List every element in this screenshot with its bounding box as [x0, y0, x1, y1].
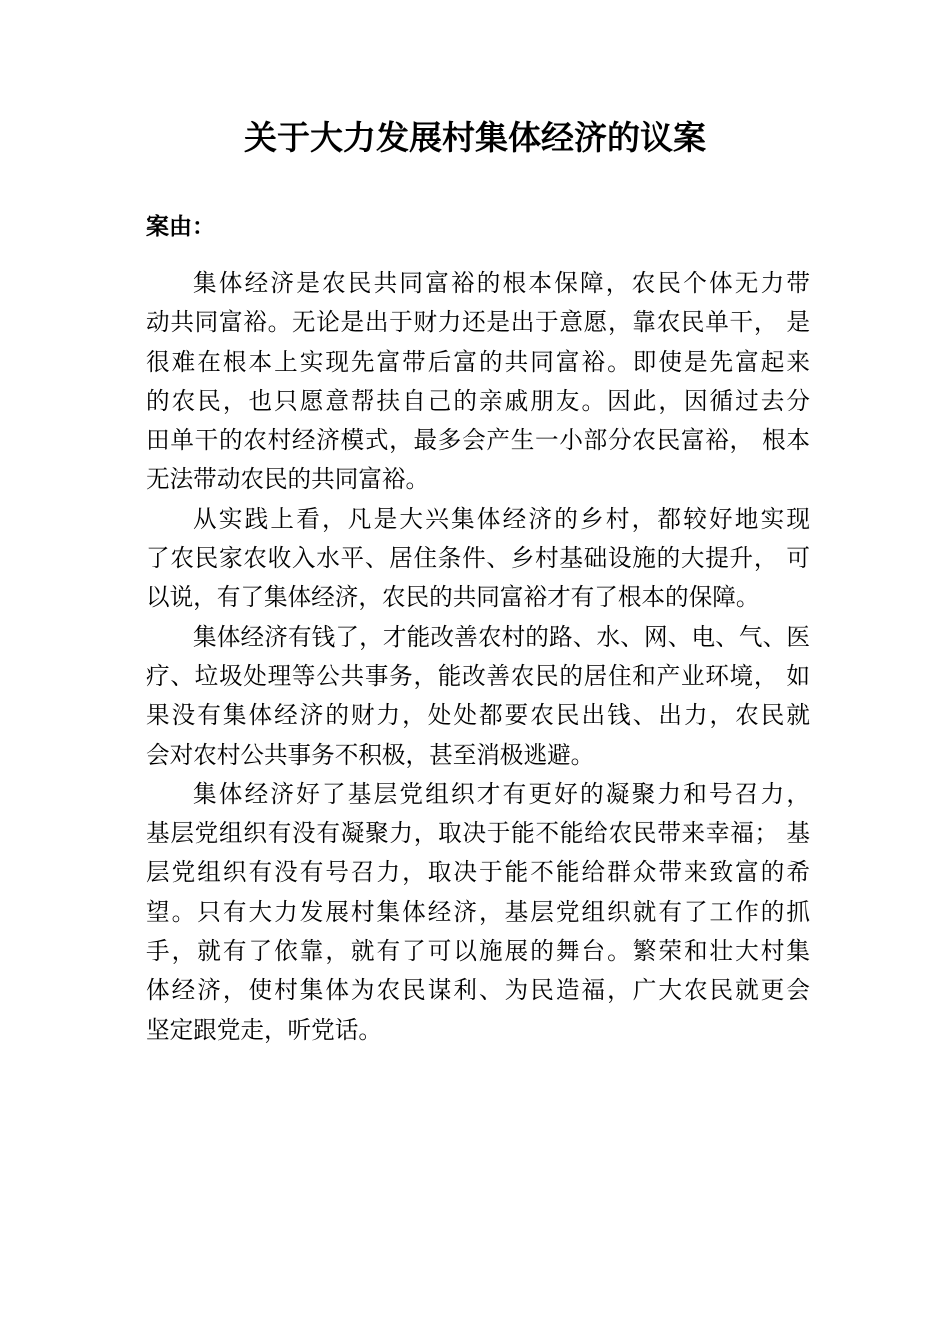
- paragraph-1-line: 的农民，也只愿意帮扶自己的亲戚朋友。因此，因循过去分: [146, 386, 810, 415]
- paragraph-4-line: 基层党组织有没有凝聚力，取决于能不能给农民带来幸福； 基: [146, 819, 810, 848]
- paragraph-1-line: 很难在根本上实现先富带后富的共同富裕。即使是先富起来: [146, 347, 810, 376]
- paragraph-1-line: 动共同富裕。无论是出于财力还是出于意愿，靠农民单干， 是: [146, 308, 810, 337]
- paragraph-2-line: 以说，有了集体经济，农民的共同富裕才有了根本的保障。: [146, 583, 760, 612]
- paragraph-1-line: 集体经济是农民共同富裕的根本保障，农民个体无力带: [193, 269, 810, 297]
- paragraph-3-line: 会对农村公共事务不积极，甚至消极逃避。: [146, 740, 595, 769]
- paragraph-2-line: 从实践上看，凡是大兴集体经济的乡村，都较好地实现: [193, 504, 810, 533]
- paragraph-3-line: 疗、垃圾处理等公共事务，能改善农民的居住和产业环境， 如: [146, 661, 810, 690]
- paragraph-4-line: 望。只有大力发展村集体经济，基层党组织就有了工作的抓: [146, 897, 810, 926]
- document-body: [146, 264, 810, 1050]
- paragraph-3-line: 集体经济有钱了，才能改善农村的路、水、网、电、气、医: [193, 622, 810, 651]
- paragraph-4-line: 坚定跟党走，听党话。: [146, 1015, 382, 1044]
- paragraph-4-line: 集体经济好了基层党组织才有更好的凝聚力和号召力，: [193, 779, 810, 808]
- document-title: 关于大力发展村集体经济的议案: [244, 118, 706, 157]
- paragraph-1-line: 田单干的农村经济模式，最多会产生一小部分农民富裕， 根本: [146, 426, 810, 455]
- section-heading-reason: 案由：: [146, 214, 215, 240]
- paragraph-2-line: 了农民家农收入水平、居住条件、乡村基础设施的大提升， 可: [146, 544, 810, 573]
- paragraph-4-line: 层党组织有没有号召力，取决于能不能给群众带来致富的希: [146, 858, 810, 887]
- paragraph-4-line: 体经济，使村集体为农民谋利、为民造福，广大农民就更会: [146, 976, 810, 1005]
- paragraph-4-line: 手，就有了依靠，就有了可以施展的舞台。繁荣和壮大村集: [146, 937, 810, 966]
- paragraph-3-line: 果没有集体经济的财力，处处都要农民出钱、出力，农民就: [146, 701, 810, 730]
- paragraph-1-line: 无法带动农民的共同富裕。: [146, 465, 430, 494]
